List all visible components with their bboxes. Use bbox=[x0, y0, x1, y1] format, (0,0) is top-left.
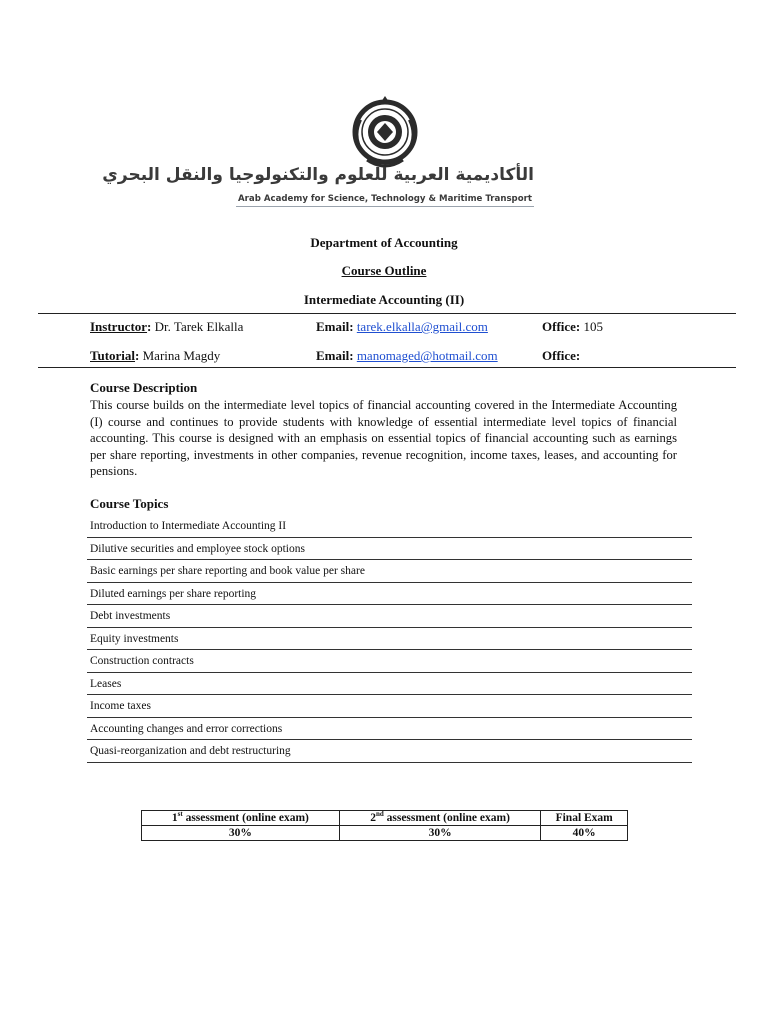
assessment-header-3: Final Exam bbox=[541, 811, 628, 826]
tutorial-email-link[interactable]: manomaged@hotmail.com bbox=[356, 348, 498, 363]
instructor-office-field bbox=[542, 319, 603, 335]
office-label: Office: bbox=[542, 348, 581, 363]
course-description-heading: Course Description bbox=[90, 380, 198, 395]
email-label: Email: bbox=[316, 348, 354, 363]
tutorial-label: Tutorial bbox=[90, 348, 136, 363]
bottom-divider bbox=[38, 367, 736, 368]
logo-english-name: Arab Academy for Science, Technology & Maritime Transport bbox=[238, 194, 532, 204]
instructor-field: Instructor: Dr. Tarek Elkalla bbox=[90, 319, 244, 334]
office-label: Office: bbox=[542, 319, 581, 334]
assessment-value: 30% bbox=[339, 826, 541, 841]
instructor-email-field bbox=[316, 319, 488, 335]
assessment-value: 40% bbox=[541, 826, 628, 841]
assessment-value-row bbox=[142, 826, 628, 841]
email-label: Email: bbox=[316, 319, 354, 334]
academy-logo bbox=[102, 92, 536, 210]
logo-divider bbox=[236, 206, 534, 207]
assessment-table bbox=[141, 810, 628, 841]
topic-item: Construction contracts bbox=[87, 650, 692, 673]
course-title: Intermediate Accounting (II) bbox=[303, 292, 465, 307]
assessment-header-2: 2nd assessment (online exam) bbox=[339, 811, 541, 826]
top-divider bbox=[38, 313, 736, 314]
logo-arabic-name: الأكاديمية العربية للعلوم والتكنولوجيا والنقل البحري bbox=[102, 165, 534, 185]
tutorial-email-field bbox=[316, 348, 498, 364]
topic-item: Accounting changes and error corrections bbox=[87, 718, 692, 741]
topic-item: Basic earnings per share reporting and book value per share bbox=[87, 560, 692, 583]
course-description-text: This course builds on the intermediate level topics of financial accounting covered in the Intermediate Accounting (I) course and continues to provide students with knowledge of essential intermediate level topics of financial accounting. This course is designed with an emphasis on essential topics of financial accounting such as earnings per share reporting, investments in other companies, revenue recognition, income taxes, leases, and accounting for pensions. bbox=[90, 398, 677, 479]
topic-item: Income taxes bbox=[87, 695, 692, 718]
topic-item: Dilutive securities and employee stock options bbox=[87, 538, 692, 561]
department-title: Department of Accounting bbox=[310, 235, 458, 250]
tutorial-name: Marina Magdy bbox=[142, 348, 221, 363]
instructor-name: Dr. Tarek Elkalla bbox=[154, 319, 244, 334]
topic-item: Quasi-reorganization and debt restructuring bbox=[87, 740, 692, 763]
assessment-value: 30% bbox=[142, 826, 340, 841]
tutorial-office-field bbox=[542, 348, 580, 364]
course-topics-heading: Course Topics bbox=[90, 496, 169, 511]
instructor-office: 105 bbox=[583, 319, 604, 334]
assessment-header-row bbox=[142, 811, 628, 826]
outline-title: Course Outline bbox=[341, 263, 427, 278]
tutorial-field: Tutorial: Marina Magdy bbox=[90, 348, 221, 363]
instructor-email-link[interactable]: tarek.elkalla@gmail.com bbox=[356, 319, 488, 334]
topic-item: Introduction to Intermediate Accounting II bbox=[87, 515, 692, 538]
assessment-header-1: 1st assessment (online exam) bbox=[142, 811, 340, 826]
topic-item: Diluted earnings per share reporting bbox=[87, 583, 692, 606]
instructor-label: Instructor bbox=[90, 319, 148, 334]
course-topics-list bbox=[87, 515, 692, 763]
topic-item: Debt investments bbox=[87, 605, 692, 628]
topic-item: Equity investments bbox=[87, 628, 692, 651]
topic-item: Leases bbox=[87, 673, 692, 696]
